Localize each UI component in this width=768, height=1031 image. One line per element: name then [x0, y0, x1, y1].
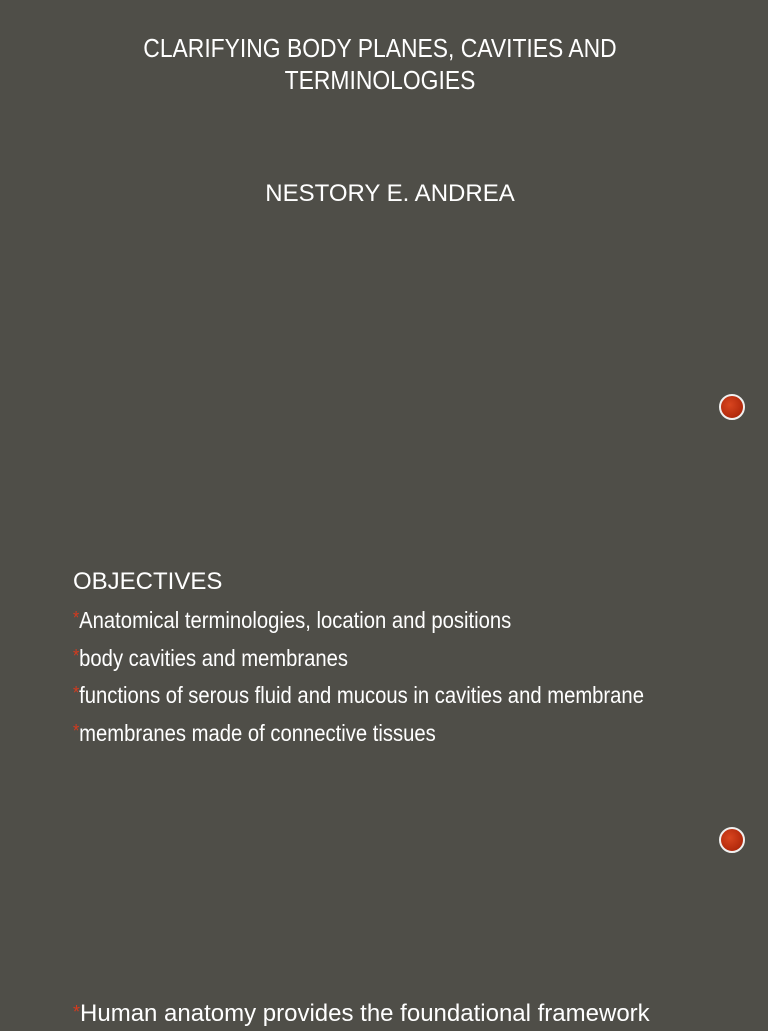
- objective-text: Anatomical terminologies, location and positions: [79, 607, 512, 633]
- objectives-list: [73, 603, 722, 753]
- bullet-icon: *: [73, 720, 80, 741]
- author-name: NESTORY E. ANDREA: [265, 180, 515, 207]
- objective-text: body cavities and membranes: [79, 644, 349, 671]
- next-slide-line: Human anatomy provides the foundational framework: [80, 1000, 650, 1027]
- objective-item: [73, 603, 644, 641]
- title-line-2: TERMINOLOGIES: [284, 65, 476, 95]
- objective-item: [73, 641, 644, 679]
- objectives-heading: OBJECTIVES: [73, 568, 223, 595]
- bullet-icon: *: [73, 645, 80, 666]
- objective-item: [73, 716, 644, 754]
- bullet-icon: *: [73, 683, 80, 703]
- slide-marker-dot[interactable]: [719, 827, 745, 853]
- bullet-icon: *: [73, 608, 80, 628]
- objective-text: functions of serous fluid and mucous in cavities and membrane: [79, 682, 644, 708]
- objective-text: membranes made of connective tissues: [79, 719, 436, 746]
- title-line-1: CLARIFYING BODY PLANES, CAVITIES AND: [143, 33, 617, 63]
- next-slide-text: [73, 997, 650, 1031]
- bullet-icon: *: [73, 1002, 81, 1022]
- slide-title: [125, 32, 635, 96]
- objective-item: [73, 678, 644, 716]
- slide-marker-dot[interactable]: [719, 394, 745, 420]
